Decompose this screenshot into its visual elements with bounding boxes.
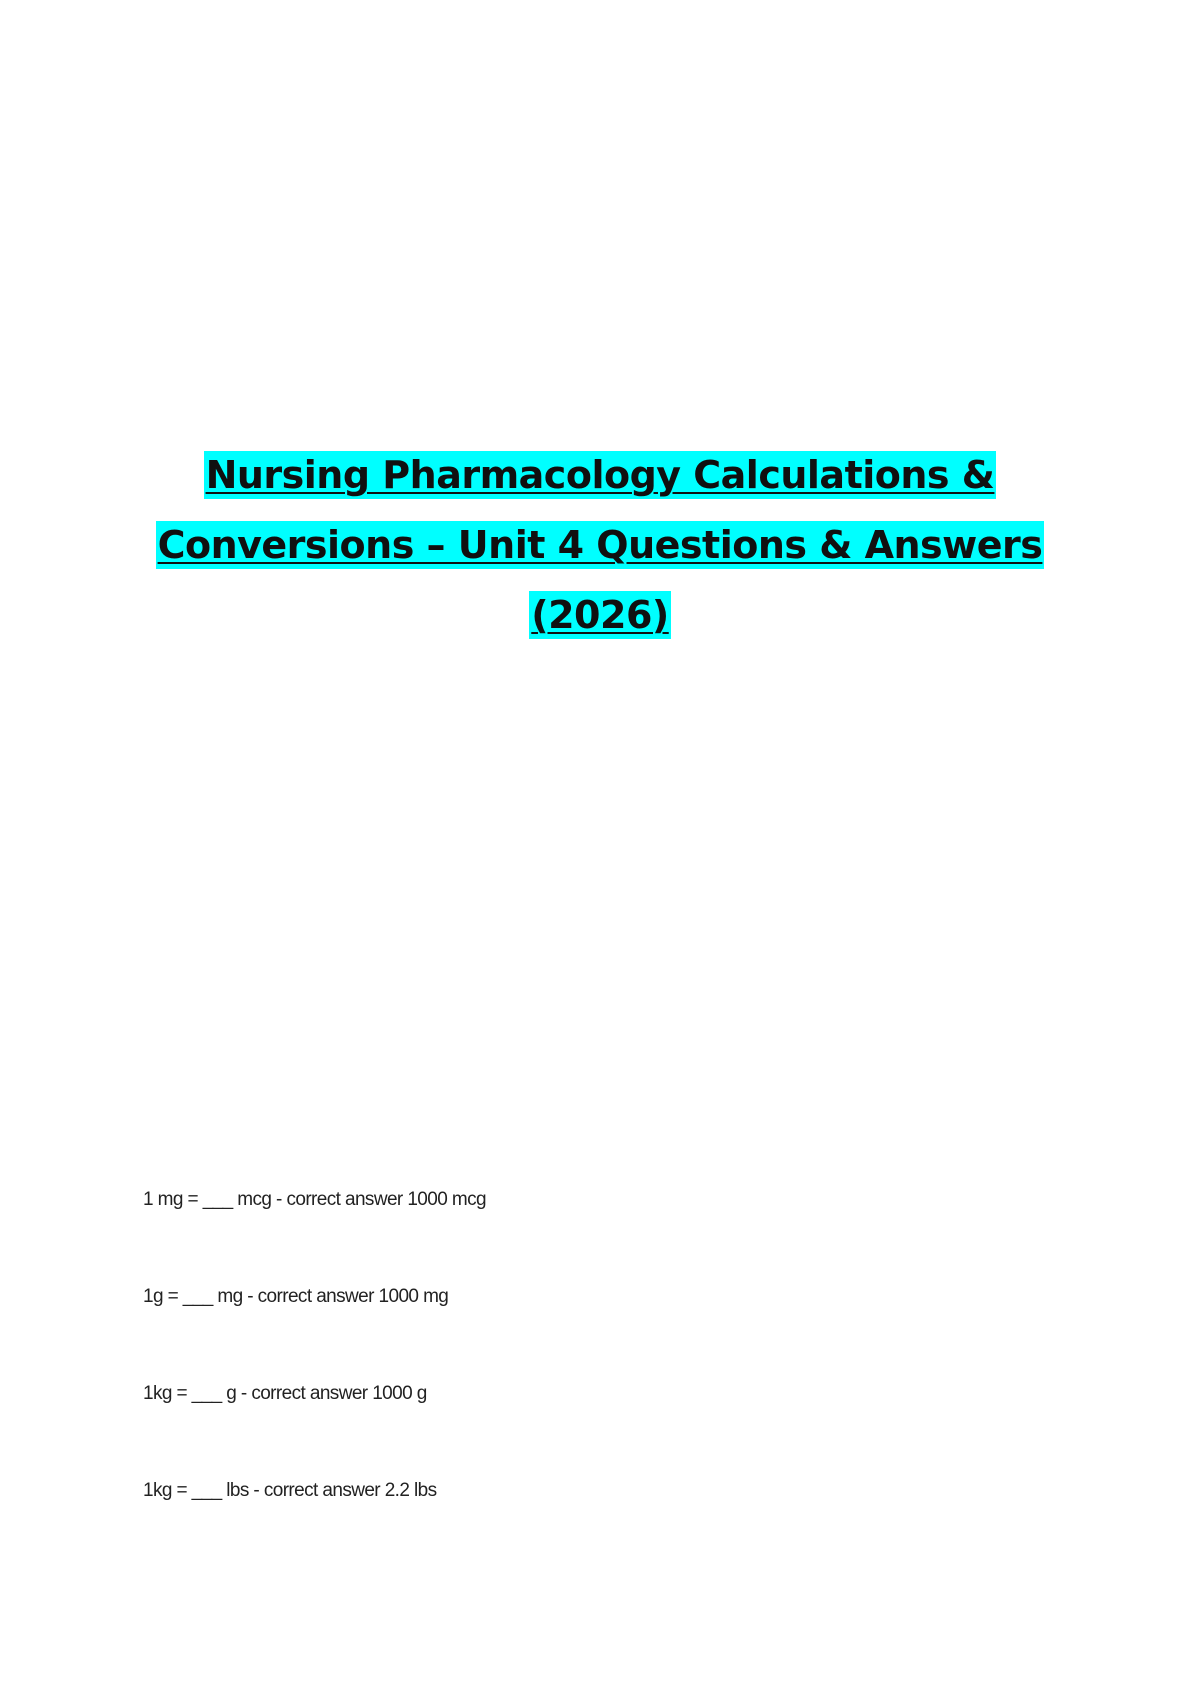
qa-item-g-to-mg: 1g = ___ mg - correct answer 1000 mg: [143, 1286, 449, 1307]
qa-item-kg-to-g: 1kg = ___ g - correct answer 1000 g: [143, 1383, 427, 1404]
document-title: [150, 440, 1050, 650]
title-line-2-text: Conversions – Unit 4 Questions & Answers: [157, 523, 1043, 567]
title-line-2: [150, 510, 1050, 580]
title-line-3-text: (2026): [531, 593, 669, 637]
qa-item-mg-to-mcg: 1 mg = ___ mcg - correct answer 1000 mcg: [143, 1189, 486, 1210]
qa-list: [143, 1188, 1043, 1576]
title-line-1: [150, 440, 1050, 510]
title-line-3: [150, 580, 1050, 650]
title-line-1-text: Nursing Pharmacology Calculations &: [205, 453, 995, 497]
qa-item-kg-to-lbs: 1kg = ___ lbs - correct answer 2.2 lbs: [143, 1480, 437, 1501]
